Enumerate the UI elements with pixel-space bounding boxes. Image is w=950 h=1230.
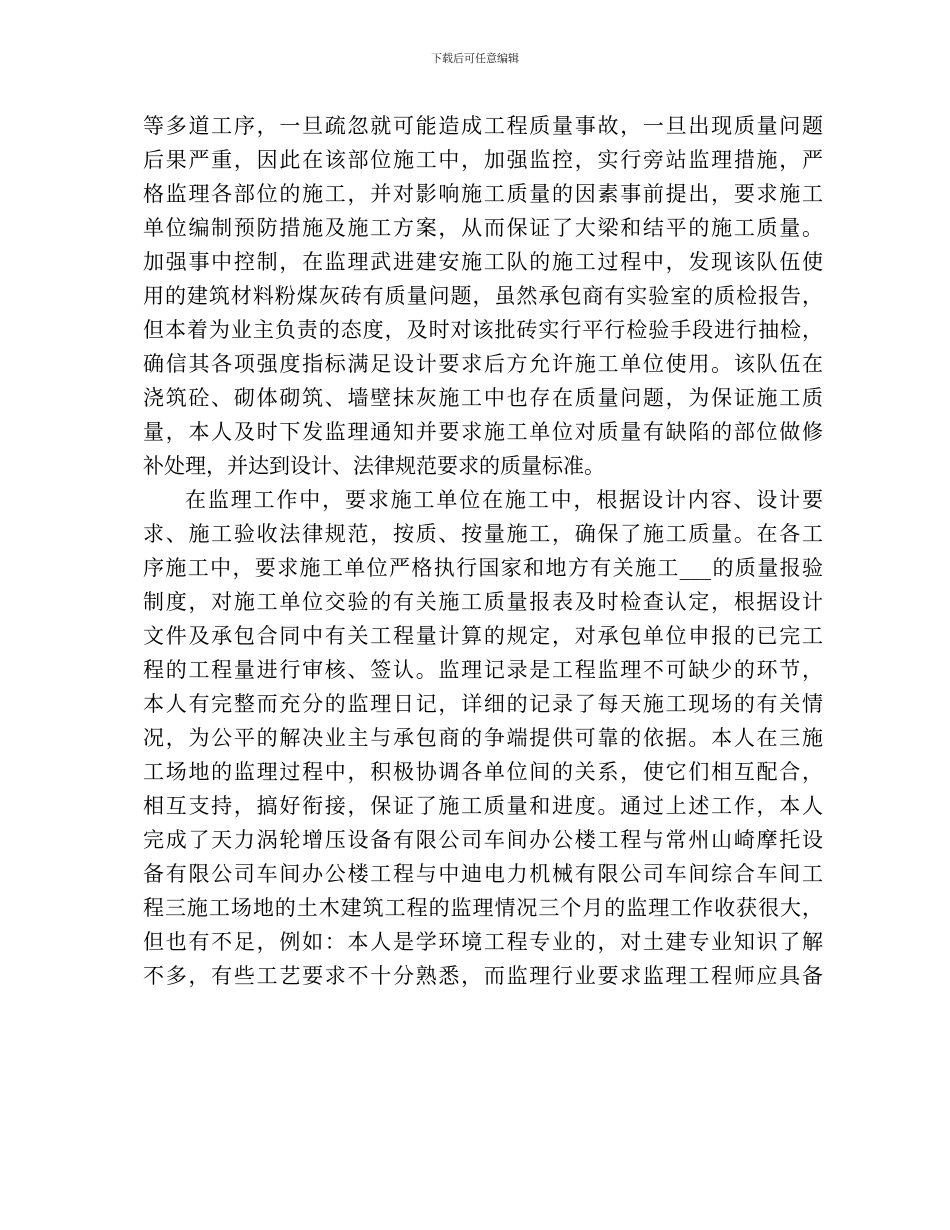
paragraph-line: 单位编制预防措施及施工方案，从而保证了大梁和结平的施工质量。	[143, 216, 823, 240]
paragraph-line: 确信其各项强度指标满足设计要求后方允许施工单位使用。该队伍在	[143, 352, 823, 376]
paragraph-line: 本人有完整而充分的监理日记，详细的记录了每天施工现场的有关情	[143, 692, 823, 716]
paragraph-line: 求、施工验收法律规范，按质、按量施工，确保了施工质量。在各工	[143, 522, 823, 546]
paragraph-line: 程的工程量进行审核、签认。监理记录是工程监理不可缺少的环节，	[143, 658, 823, 682]
paragraph-line: 相互支持，搞好衔接，保证了施工质量和进度。通过上述工作，本人	[143, 794, 823, 818]
document-body	[143, 109, 823, 993]
paragraph-line: 况，为公平的解决业主与承包商的争端提供可靠的依据。本人在三施	[143, 726, 823, 750]
paragraph-line: 等多道工序，一旦疏忽就可能造成工程质量事故，一旦出现质量问题	[143, 114, 823, 138]
paragraph-line: 加强事中控制，在监理武进建安施工队的施工过程中，发现该队伍使	[143, 250, 823, 274]
paragraph-line: 完成了天力涡轮增压设备有限公司车间办公楼工程与常州山崎摩托设	[143, 828, 823, 852]
paragraph-line: 用的建筑材料粉煤灰砖有质量问题，虽然承包商有实验室的质检报告，	[143, 284, 823, 308]
paragraph-line: 浇筑砼、砌体砌筑、墙壁抹灰施工中也存在质量问题，为保证施工质	[143, 386, 823, 410]
page-header: 下载后可任意编辑	[431, 52, 519, 65]
paragraph-line: 补处理，并达到设计、法律规范要求的质量标准。	[143, 454, 605, 478]
paragraph-line: 文件及承包合同中有关工程量计算的规定，对承包单位申报的已完工	[143, 624, 823, 648]
paragraph-line: 工场地的监理过程中，积极协调各单位间的关系，使它们相互配合，	[143, 760, 823, 784]
paragraph-line: 不多，有些工艺要求不十分熟悉，而监理行业要求监理工程师应具备	[143, 964, 823, 988]
paragraph-line: 格监理各部位的施工，并对影响施工质量的因素事前提出，要求施工	[143, 182, 823, 206]
paragraph-line: 备有限公司车间办公楼工程与中迪电力机械有限公司车间综合车间工	[143, 862, 823, 886]
paragraph-line: 制度，对施工单位交验的有关施工质量报表及时检查认定，根据设计	[143, 590, 823, 614]
paragraph-line: 序施工中，要求施工单位严格执行国家和地方有关施工___的质量报验	[143, 556, 823, 580]
paragraph-line: 后果严重，因此在该部位施工中，加强监控，实行旁站监理措施，严	[143, 148, 823, 172]
paragraph-line: 在监理工作中，要求施工单位在施工中，根据设计内容、设计要	[185, 488, 823, 512]
paragraph-line: 但本着为业主负责的态度，及时对该批砖实行平行检验手段进行抽检，	[143, 318, 823, 342]
paragraph-line: 但也有不足，例如：本人是学环境工程专业的，对土建专业知识了解	[143, 930, 823, 954]
paragraph-line: 程三施工场地的土木建筑工程的监理情况三个月的监理工作收获很大，	[143, 896, 823, 920]
paragraph-line: 量，本人及时下发监理通知并要求施工单位对质量有缺陷的部位做修	[143, 420, 823, 444]
